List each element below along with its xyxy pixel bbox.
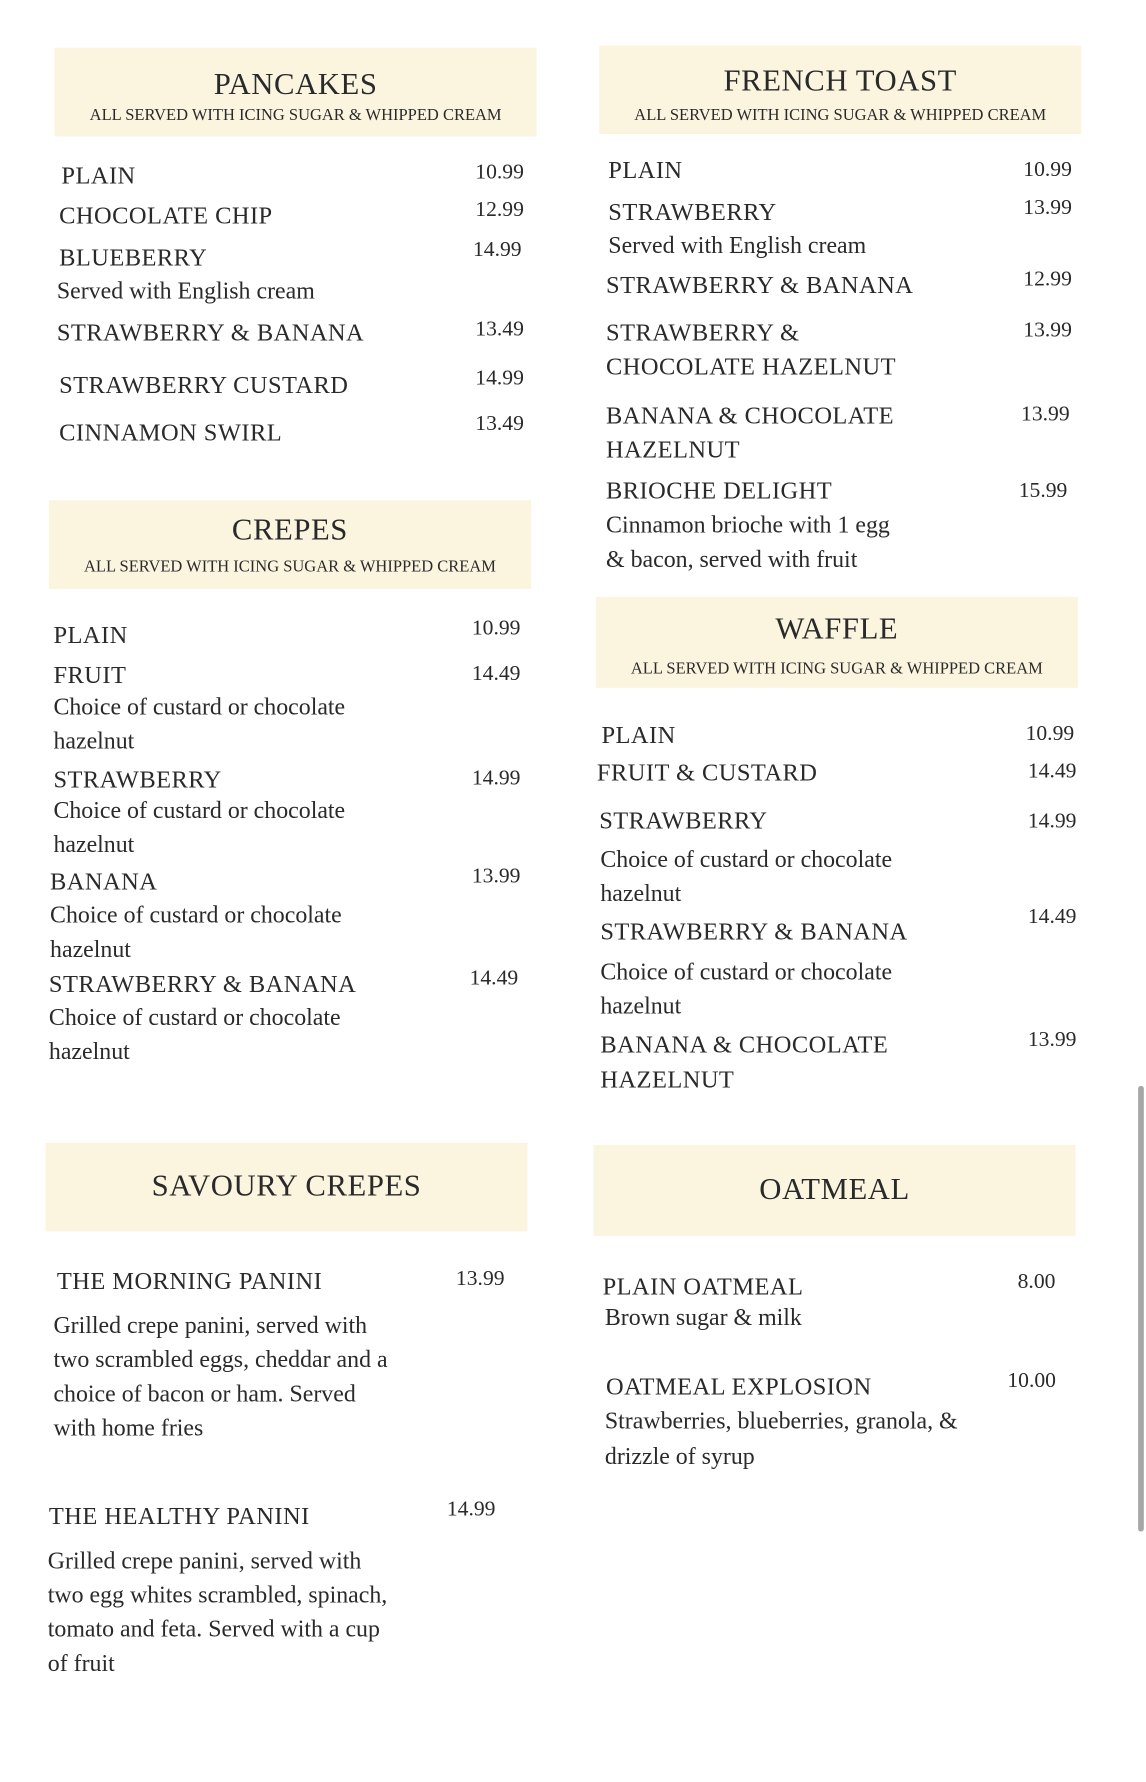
section-title: PANCAKES (213, 66, 378, 101)
item-price: 14.99 (471, 766, 521, 791)
item-name: OATMEAL EXPLOSION (606, 1372, 872, 1401)
item-description: Grilled crepe panini, served with (47, 1546, 362, 1575)
section-title: SAVOURY CREPES (151, 1168, 422, 1203)
item-name: STRAWBERRY (53, 765, 222, 794)
item-price: 13.99 (471, 864, 521, 888)
item-price: 13.99 (455, 1266, 505, 1291)
item-price: 12.99 (475, 197, 524, 222)
item-name: CINNAMON SWIRL (59, 418, 283, 447)
item-description: Strawberries, blueberries, granola, & (604, 1407, 958, 1435)
item-name: PLAIN (608, 156, 683, 184)
item-price: 13.99 (1021, 402, 1070, 427)
item-price: 10.99 (471, 616, 521, 641)
item-name: STRAWBERRY & BANANA (48, 970, 357, 998)
item-name: PLAIN OATMEAL (602, 1272, 804, 1301)
item-price: 14.49 (1027, 905, 1077, 929)
item-price: 12.99 (1023, 267, 1072, 292)
item-price: 13.49 (475, 317, 524, 342)
section-title: FRENCH TOAST (723, 63, 957, 98)
item-name: CHOCOLATE CHIP (59, 201, 273, 230)
item-description: choice of bacon or ham. Served (53, 1379, 356, 1408)
waffle-header (596, 597, 1078, 688)
section-subtitle: ALL SERVED WITH ICING SUGAR & WHIPPED CREAM (83, 557, 496, 576)
item-description: Served with English cream (56, 276, 315, 305)
item-description: Served with English cream (608, 231, 867, 259)
item-description: two scrambled eggs, cheddar and a (53, 1345, 388, 1373)
item-description: with home fries (53, 1413, 204, 1442)
item-name: BANANA (50, 868, 158, 896)
savoury-crepes-header (45, 1143, 527, 1232)
item-description: drizzle of syrup (604, 1442, 755, 1470)
item-description: & bacon, served with fruit (606, 545, 858, 573)
item-price: 14.99 (472, 237, 522, 262)
section-subtitle: ALL SERVED WITH ICING SUGAR & WHIPPED CREAM (630, 660, 1043, 679)
item-name: BANANA & CHOCOLATE (606, 401, 894, 430)
item-name: PLAIN (601, 721, 676, 749)
item-price: 13.99 (1027, 1027, 1077, 1052)
item-price: 14.99 (446, 1497, 496, 1522)
item-description: Choice of custard or chocolate (53, 796, 346, 824)
section-subtitle: ALL SERVED WITH ICING SUGAR & WHIPPED CREAM (634, 106, 1047, 125)
item-name: FRUIT (53, 661, 127, 689)
item-description: Grilled crepe panini, served with (53, 1311, 368, 1339)
scrollbar[interactable] (1138, 1086, 1144, 1532)
item-price: 13.99 (1023, 195, 1072, 220)
item-price: 14.49 (1027, 759, 1077, 784)
item-price: 14.49 (471, 661, 521, 686)
item-name: STRAWBERRY & BANANA (56, 318, 365, 347)
item-name: STRAWBERRY (599, 806, 768, 834)
section-title: WAFFLE (775, 611, 899, 646)
item-description: hazelnut (53, 727, 135, 755)
item-description: hazelnut (48, 1037, 130, 1065)
item-name: STRAWBERRY & BANANA (606, 271, 914, 299)
item-price: 10.99 (1025, 721, 1075, 746)
item-name: BANANA & CHOCOLATE (600, 1030, 889, 1058)
item-description: Choice of custard or chocolate (50, 901, 342, 929)
item-description: Choice of custard or chocolate (53, 693, 346, 721)
oatmeal-header (594, 1145, 1076, 1236)
item-name: STRAWBERRY (608, 198, 777, 226)
item-name: HAZELNUT (606, 436, 741, 464)
item-name: PLAIN (53, 621, 128, 649)
item-description: two egg whites scrambled, spinach, (47, 1580, 388, 1609)
item-name: STRAWBERRY & BANANA (600, 918, 908, 946)
section-subtitle: ALL SERVED WITH ICING SUGAR & WHIPPED CREAM (89, 106, 502, 125)
item-price: 13.49 (475, 411, 524, 436)
item-name: STRAWBERRY CUSTARD (59, 371, 349, 399)
item-description: hazelnut (600, 879, 682, 907)
item-price: 10.00 (1007, 1368, 1056, 1393)
item-price: 15.99 (1018, 478, 1068, 503)
item-description: Cinnamon brioche with 1 egg (606, 511, 890, 539)
item-description: Choice of custard or chocolate (48, 1003, 341, 1031)
item-price: 14.99 (475, 366, 524, 390)
french-toast-header (599, 45, 1081, 134)
item-price: 10.99 (475, 160, 524, 185)
item-description: Choice of custard or chocolate (600, 845, 893, 873)
item-name: FRUIT & CUSTARD (596, 758, 818, 787)
item-name: BRIOCHE DELIGHT (606, 476, 833, 505)
item-name: PLAIN (61, 162, 136, 190)
item-description: hazelnut (600, 992, 682, 1020)
item-price: 10.99 (1023, 158, 1072, 182)
item-description: hazelnut (50, 935, 131, 963)
item-name: THE MORNING PANINI (56, 1267, 323, 1295)
item-price: 14.99 (1027, 809, 1077, 834)
item-name: THE HEALTHY PANINI (48, 1502, 310, 1530)
item-description: Choice of custard or chocolate (600, 957, 893, 986)
section-title: OATMEAL (759, 1171, 910, 1206)
section-title: CREPES (231, 512, 348, 547)
item-name: BLUEBERRY (59, 243, 208, 272)
item-name: CHOCOLATE HAZELNUT (606, 353, 896, 381)
item-description: hazelnut (53, 830, 135, 858)
item-description: tomato and feta. Served with a cup (47, 1615, 380, 1643)
item-name: STRAWBERRY & (606, 318, 800, 347)
crepes-header (49, 500, 531, 589)
pancakes-header (55, 48, 537, 137)
item-price: 14.49 (469, 966, 519, 991)
item-name: HAZELNUT (600, 1065, 735, 1094)
item-description: of fruit (47, 1649, 115, 1677)
item-price: 13.99 (1023, 318, 1072, 343)
item-description: Brown sugar & milk (604, 1303, 802, 1331)
item-price: 8.00 (1017, 1270, 1056, 1294)
